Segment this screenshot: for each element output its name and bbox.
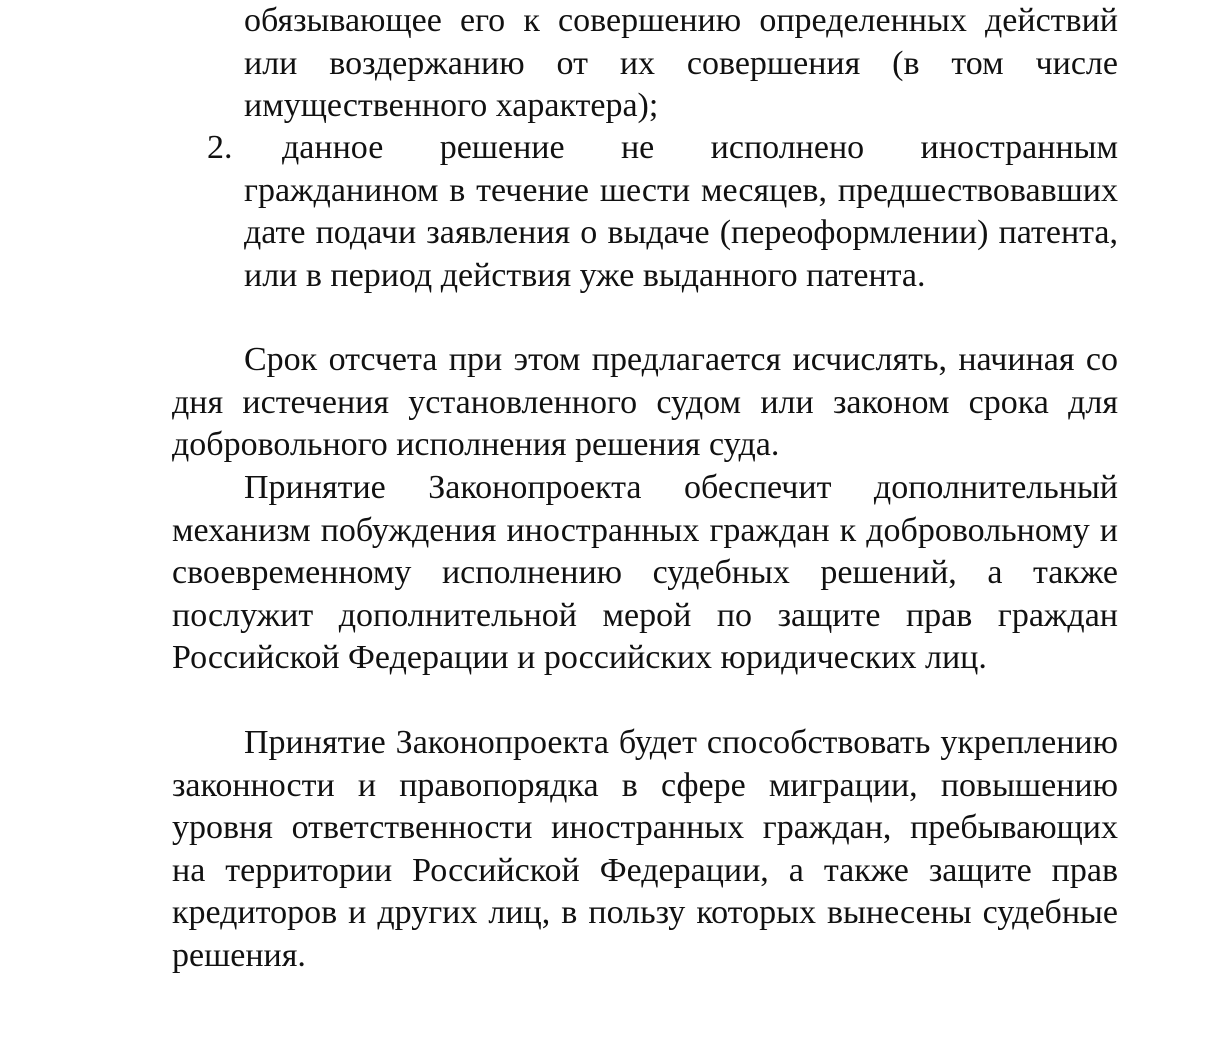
paragraph-term: Срок отсчета при этом предлагается исчислять, начиная со дня истечения установленного судом или законом срока для добровольного исполнения решения суда. [172, 341, 1118, 463]
list-item-number: 2. [207, 129, 233, 166]
list-item-1-continuation: обязывающее его к совершению определенных действий или воздержанию от их совершения (в том числе имущественного характера); [244, 2, 1118, 124]
paragraph-legality: Принятие Законопроекта будет способствовать укреплению законности и правопорядка в сфере миграции, повышению уровня ответственности иностранных граждан, пребывающих на территории Российской Федерации, а также защите прав кредиторов и других лиц, в пользу которых вынесены судебные решения. [172, 724, 1118, 974]
list-item-text: данное решение не исполнено иностранным гражданином в течение шести месяцев, предшествовавших дате подачи заявления о выдаче (переоформлении) патента, или в период действия уже выданного патента. [244, 129, 1118, 294]
paragraph-mechanism: Принятие Законопроекта обеспечит дополнительный механизм побуждения иностранных граждан к добровольному и своевременному исполнению судебных решений, а также послужит дополнительной мерой по защите прав граждан Российской Федерации и российских юридических лиц. [172, 469, 1118, 676]
list-item-2 [207, 127, 1118, 297]
